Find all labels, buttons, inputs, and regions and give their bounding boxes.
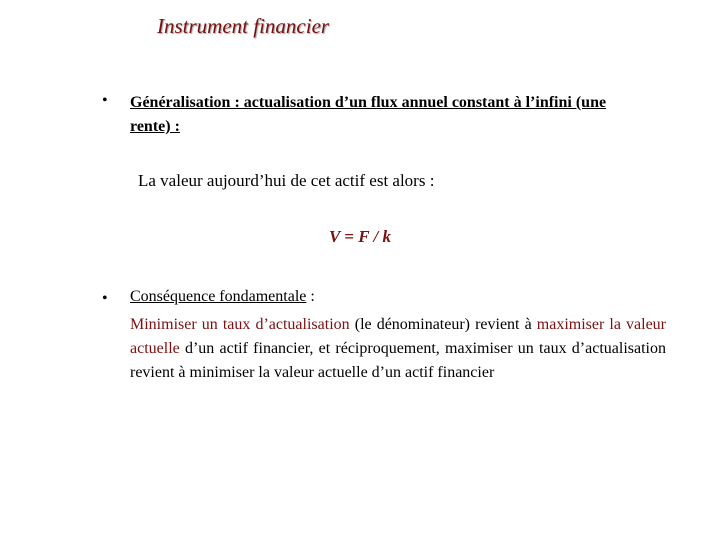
body-part-3: maximiser la valeur actuelle: [130, 316, 666, 357]
bullet1-heading: Généralisation : actualisation d’un flux annuel constant à l’infini (une rente) :: [130, 94, 607, 135]
bullet-marker-2: •: [102, 290, 108, 307]
bullet-marker-1: •: [102, 92, 108, 109]
body-part-2: (le dénominateur) revient à: [349, 316, 537, 333]
bullet2-colon: :: [306, 288, 315, 305]
bullet2-body: [130, 313, 666, 385]
bullet2-heading: Conséquence fondamentale: [130, 288, 307, 305]
body-part-1: Minimiser un taux d’actualisation: [130, 316, 350, 333]
value-sentence: La valeur aujourd’hui de cet actif est alors :: [138, 171, 435, 190]
slide-title: Instrument financier: [157, 14, 330, 38]
formula: V = F / k: [329, 227, 391, 246]
bullet2-heading-line: [130, 288, 315, 306]
body-part-4: d’un actif financier, et réciproquement, maximiser un taux d’actualisation revient à minimiser la valeur actuelle d’un actif financier: [130, 340, 666, 381]
